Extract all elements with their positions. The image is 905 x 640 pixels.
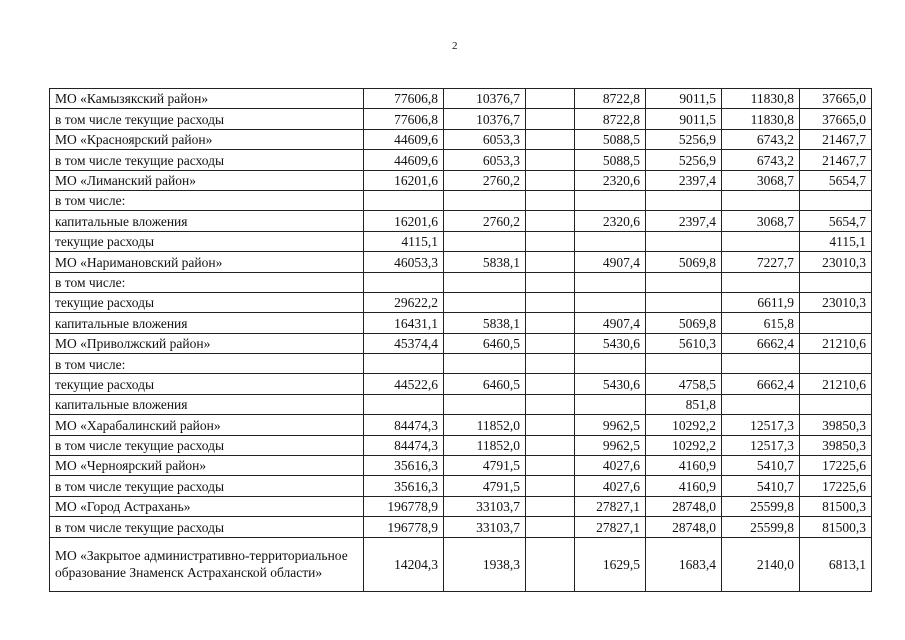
value-cell: 5610,3 (646, 333, 722, 353)
table-row (50, 109, 872, 129)
value-cell: 11852,0 (444, 435, 526, 455)
table-row (50, 415, 872, 435)
value-cell (364, 190, 444, 210)
value-cell: 5088,5 (575, 129, 646, 149)
value-cell: 35616,3 (364, 456, 444, 476)
value-cell: 37665,0 (800, 89, 872, 109)
value-cell: 44609,6 (364, 129, 444, 149)
value-cell: 39850,3 (800, 415, 872, 435)
value-cell (526, 313, 575, 333)
table-row (50, 231, 872, 251)
value-cell: 196778,9 (364, 496, 444, 516)
table-row (50, 435, 872, 455)
value-cell: 21210,6 (800, 374, 872, 394)
value-cell: 2397,4 (646, 170, 722, 190)
value-cell: 44522,6 (364, 374, 444, 394)
value-cell: 5410,7 (722, 456, 800, 476)
value-cell: 28748,0 (646, 517, 722, 537)
value-cell: 6611,9 (722, 292, 800, 312)
table-row (50, 333, 872, 353)
value-cell (526, 231, 575, 251)
value-cell: 615,8 (722, 313, 800, 333)
value-cell: 25599,8 (722, 496, 800, 516)
value-cell (364, 394, 444, 414)
value-cell (575, 394, 646, 414)
value-cell: 9011,5 (646, 89, 722, 109)
row-label: в том числе: (50, 354, 364, 374)
row-label: в том числе: (50, 190, 364, 210)
value-cell: 5838,1 (444, 252, 526, 272)
value-cell: 12517,3 (722, 435, 800, 455)
value-cell (526, 435, 575, 455)
value-cell: 196778,9 (364, 517, 444, 537)
value-cell: 2397,4 (646, 211, 722, 231)
value-cell (526, 292, 575, 312)
value-cell (444, 292, 526, 312)
table-row (50, 292, 872, 312)
table-row (50, 354, 872, 374)
value-cell (444, 272, 526, 292)
value-cell (526, 496, 575, 516)
row-label: текущие расходы (50, 292, 364, 312)
table-row (50, 89, 872, 109)
value-cell (646, 190, 722, 210)
value-cell: 4115,1 (800, 231, 872, 251)
value-cell (646, 354, 722, 374)
value-cell (526, 109, 575, 129)
value-cell: 21467,7 (800, 150, 872, 170)
value-cell (526, 89, 575, 109)
value-cell: 23010,3 (800, 252, 872, 272)
value-cell (722, 231, 800, 251)
value-cell (646, 292, 722, 312)
value-cell (364, 354, 444, 374)
value-cell: 8722,8 (575, 109, 646, 129)
row-label: капитальные вложения (50, 211, 364, 231)
table-row (50, 150, 872, 170)
value-cell: 10292,2 (646, 435, 722, 455)
value-cell (800, 313, 872, 333)
value-cell: 17225,6 (800, 456, 872, 476)
table-row (50, 272, 872, 292)
value-cell: 4160,9 (646, 456, 722, 476)
value-cell: 4160,9 (646, 476, 722, 496)
budget-table (49, 88, 872, 592)
value-cell: 84474,3 (364, 415, 444, 435)
value-cell (526, 354, 575, 374)
row-label: в том числе текущие расходы (50, 517, 364, 537)
row-label: капитальные вложения (50, 313, 364, 333)
value-cell: 5069,8 (646, 252, 722, 272)
value-cell: 11830,8 (722, 109, 800, 129)
value-cell (575, 231, 646, 251)
value-cell (444, 354, 526, 374)
page-number: 2 (452, 40, 458, 52)
value-cell: 1683,4 (646, 537, 722, 591)
row-label: в том числе текущие расходы (50, 150, 364, 170)
value-cell: 16431,1 (364, 313, 444, 333)
value-cell: 5430,6 (575, 333, 646, 353)
table-row (50, 476, 872, 496)
value-cell: 2320,6 (575, 211, 646, 231)
value-cell: 2320,6 (575, 170, 646, 190)
value-cell: 23010,3 (800, 292, 872, 312)
row-label: МО «Приволжский район» (50, 333, 364, 353)
value-cell: 6460,5 (444, 374, 526, 394)
value-cell (526, 456, 575, 476)
value-cell: 77606,8 (364, 89, 444, 109)
row-label: МО «Черноярский район» (50, 456, 364, 476)
table-row (50, 537, 872, 591)
row-label: в том числе: (50, 272, 364, 292)
value-cell: 29622,2 (364, 292, 444, 312)
row-label: МО «Харабалинский район» (50, 415, 364, 435)
value-cell (800, 394, 872, 414)
value-cell (646, 272, 722, 292)
value-cell: 6743,2 (722, 150, 800, 170)
table-row (50, 394, 872, 414)
value-cell (526, 150, 575, 170)
value-cell: 21210,6 (800, 333, 872, 353)
value-cell (800, 272, 872, 292)
value-cell: 1629,5 (575, 537, 646, 591)
row-label: МО «Город Астрахань» (50, 496, 364, 516)
value-cell: 10376,7 (444, 89, 526, 109)
budget-table-body (50, 89, 872, 592)
value-cell: 4027,6 (575, 476, 646, 496)
value-cell: 5256,9 (646, 129, 722, 149)
table-row (50, 313, 872, 333)
value-cell (444, 190, 526, 210)
value-cell: 27827,1 (575, 496, 646, 516)
table-row (50, 252, 872, 272)
value-cell: 4027,6 (575, 456, 646, 476)
value-cell: 11830,8 (722, 89, 800, 109)
value-cell (526, 415, 575, 435)
row-label: текущие расходы (50, 374, 364, 394)
value-cell: 6053,3 (444, 150, 526, 170)
value-cell (575, 354, 646, 374)
value-cell (526, 129, 575, 149)
table-row (50, 496, 872, 516)
value-cell (575, 190, 646, 210)
value-cell: 10376,7 (444, 109, 526, 129)
value-cell: 17225,6 (800, 476, 872, 496)
value-cell (526, 374, 575, 394)
value-cell: 1938,3 (444, 537, 526, 591)
value-cell: 25599,8 (722, 517, 800, 537)
value-cell: 2140,0 (722, 537, 800, 591)
value-cell: 4791,5 (444, 476, 526, 496)
value-cell: 81500,3 (800, 517, 872, 537)
value-cell (526, 394, 575, 414)
table-row (50, 211, 872, 231)
table-row (50, 190, 872, 210)
value-cell (526, 272, 575, 292)
value-cell: 3068,7 (722, 211, 800, 231)
value-cell: 851,8 (646, 394, 722, 414)
value-cell: 5838,1 (444, 313, 526, 333)
row-label: МО «Наримановский район» (50, 252, 364, 272)
value-cell: 44609,6 (364, 150, 444, 170)
value-cell (800, 354, 872, 374)
value-cell: 37665,0 (800, 109, 872, 129)
value-cell: 81500,3 (800, 496, 872, 516)
value-cell: 11852,0 (444, 415, 526, 435)
value-cell (722, 354, 800, 374)
table-row (50, 374, 872, 394)
value-cell: 6460,5 (444, 333, 526, 353)
value-cell (526, 476, 575, 496)
value-cell: 46053,3 (364, 252, 444, 272)
value-cell: 5654,7 (800, 170, 872, 190)
value-cell (800, 190, 872, 210)
value-cell: 28748,0 (646, 496, 722, 516)
row-label: в том числе текущие расходы (50, 109, 364, 129)
value-cell: 6053,3 (444, 129, 526, 149)
value-cell: 9011,5 (646, 109, 722, 129)
value-cell (364, 272, 444, 292)
value-cell: 16201,6 (364, 211, 444, 231)
value-cell (444, 231, 526, 251)
value-cell: 5088,5 (575, 150, 646, 170)
value-cell: 4791,5 (444, 456, 526, 476)
value-cell: 10292,2 (646, 415, 722, 435)
value-cell: 84474,3 (364, 435, 444, 455)
value-cell (575, 272, 646, 292)
value-cell: 33103,7 (444, 496, 526, 516)
value-cell (722, 272, 800, 292)
value-cell: 5410,7 (722, 476, 800, 496)
value-cell (444, 394, 526, 414)
value-cell: 8722,8 (575, 89, 646, 109)
value-cell: 7227,7 (722, 252, 800, 272)
value-cell: 21467,7 (800, 129, 872, 149)
row-label: в том числе текущие расходы (50, 435, 364, 455)
row-label: в том числе текущие расходы (50, 476, 364, 496)
value-cell (526, 517, 575, 537)
value-cell (526, 333, 575, 353)
table-row (50, 456, 872, 476)
value-cell: 77606,8 (364, 109, 444, 129)
value-cell (722, 394, 800, 414)
value-cell: 4115,1 (364, 231, 444, 251)
value-cell (575, 292, 646, 312)
value-cell: 6813,1 (800, 537, 872, 591)
value-cell (526, 190, 575, 210)
value-cell: 12517,3 (722, 415, 800, 435)
value-cell: 27827,1 (575, 517, 646, 537)
value-cell: 4758,5 (646, 374, 722, 394)
value-cell: 6743,2 (722, 129, 800, 149)
row-label: МО «Камызякский район» (50, 89, 364, 109)
value-cell: 35616,3 (364, 476, 444, 496)
value-cell: 14204,3 (364, 537, 444, 591)
value-cell: 4907,4 (575, 252, 646, 272)
value-cell (526, 252, 575, 272)
table-row (50, 170, 872, 190)
value-cell: 4907,4 (575, 313, 646, 333)
value-cell: 45374,4 (364, 333, 444, 353)
value-cell: 2760,2 (444, 170, 526, 190)
value-cell (526, 170, 575, 190)
value-cell: 9962,5 (575, 435, 646, 455)
value-cell: 5430,6 (575, 374, 646, 394)
table-row (50, 517, 872, 537)
value-cell: 33103,7 (444, 517, 526, 537)
value-cell: 3068,7 (722, 170, 800, 190)
row-label: текущие расходы (50, 231, 364, 251)
value-cell (722, 190, 800, 210)
value-cell: 39850,3 (800, 435, 872, 455)
value-cell: 9962,5 (575, 415, 646, 435)
row-label: МО «Лиманский район» (50, 170, 364, 190)
value-cell: 2760,2 (444, 211, 526, 231)
value-cell: 6662,4 (722, 374, 800, 394)
value-cell: 5654,7 (800, 211, 872, 231)
value-cell: 6662,4 (722, 333, 800, 353)
value-cell: 5069,8 (646, 313, 722, 333)
value-cell (526, 211, 575, 231)
value-cell: 5256,9 (646, 150, 722, 170)
row-label: МО «Красноярский район» (50, 129, 364, 149)
row-label: капитальные вложения (50, 394, 364, 414)
value-cell: 16201,6 (364, 170, 444, 190)
value-cell (646, 231, 722, 251)
table-row (50, 129, 872, 149)
value-cell (526, 537, 575, 591)
row-label: МО «Закрытое административно-территориальное образование Знаменск Астраханской области» (50, 537, 364, 591)
